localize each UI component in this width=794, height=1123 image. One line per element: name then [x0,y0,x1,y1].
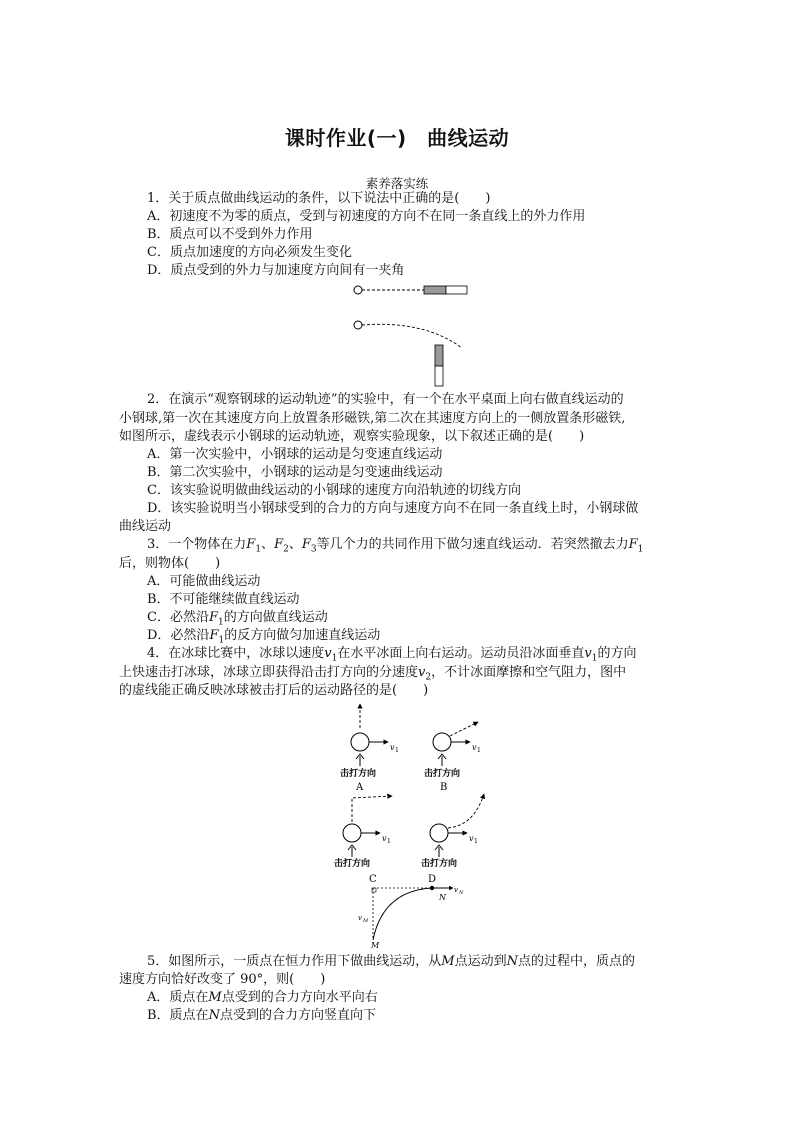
q1-option-d: D．质点受到的外力与加速度方向间有一夹角 [147,263,405,278]
q4-text-a: 4．在冰球比赛中，冰球以速度 [147,646,325,661]
q5-option-a [147,989,378,1007]
q3-stem2-text: 后，则物体( [119,556,190,571]
label-c: C [369,874,377,885]
option-b-diagram [424,722,481,793]
q3-sep1: 、 [261,537,275,552]
q1-stem-text: 1．关于质点做曲线运动的条件，以下说法中正确的是( [147,191,460,206]
q4-text-b: 在水平冰面上向右运动。运动员沿冰面垂直 [337,646,585,661]
q3-option-d-text-a: D．必然沿 [147,628,210,643]
q3-sep2: 、 [288,537,302,552]
a-v-label: v [390,743,395,752]
q2-stem-text: 如图所示，虚线表示小钢球的运动轨迹，观察实验现象，以下叙述正确的是( [119,429,554,444]
q3-f3-sub: 3 [310,544,317,555]
q3-f3: F [301,537,311,552]
vm-sub: M [363,918,369,924]
q3-stem-line1 [147,536,643,559]
q4-v1-sub: 1 [331,653,338,664]
q3-option-d-sub: 1 [218,635,225,646]
a-v-sub: 1 [395,747,399,754]
q5-option-a-text-b: 点受到的合力方向水平向右 [221,990,378,1005]
q4-v2: v [418,665,426,680]
q3-f1: F [246,537,256,552]
steel-ball-2 [354,321,362,329]
magnet-vertical-top [435,345,443,366]
q5-text-b: 点运动到 [454,954,507,969]
q2-stem-line3 [119,428,584,446]
q4-text-d: 上快速击打冰球，冰球立即获得沿击打方向的分速度 [119,665,419,680]
q5-option-b [147,1007,376,1025]
b-v-label: v [472,743,477,752]
q3-option-c-sub: 1 [217,617,224,628]
a-label: A [356,782,364,793]
q3-option-d-text-b: 的反方向做匀加速直线运动 [224,628,381,643]
q1-stem-close: ) [485,191,491,206]
q5-option-b-n: N [208,1008,220,1023]
q2-stem-close: ) [579,429,585,444]
q5-stem-line2 [119,971,325,989]
q5-text-d: 速度方向恰好改变了 90°，则( [119,972,295,987]
q5-text-c: 点的过程中，质点的 [517,954,635,969]
q3-option-d-f: F [209,628,219,643]
q3-text-a: 3．一个物体在力 [147,537,247,552]
q2-option-c: C．该实验说明做曲线运动的小钢球的速度方向沿轨迹的切线方向 [147,483,521,498]
b-hit-label: 击打方向 [424,769,461,779]
vn-sub: N [459,890,464,896]
q3-option-c-text-a: C．必然沿 [147,610,209,625]
q5-option-b-text-b: 点受到的合力方向竖直向下 [219,1008,376,1023]
d-v-sub: 1 [474,838,478,845]
vm-label: v [358,914,362,922]
a-hit-label: 击打方向 [340,769,377,779]
q3-stem-close: ) [215,556,221,571]
q4-figure [330,700,500,872]
option-a-diagram [340,704,399,793]
q3-f1-sub: 1 [255,544,262,555]
label-d: D [428,874,437,885]
option-c-diagram [334,796,392,869]
b-label: B [440,782,448,793]
q2-option-d-continued: 曲线运动 [119,519,172,534]
magnet-horizontal-right [446,286,467,294]
q4-text-e: ，不计冰面摩擦和空气阻力，图中 [431,665,627,680]
q1-option-a: A．初速度不为零的质点，受到与初速度的方向不在同一条直线上的外力作用 [147,209,586,224]
page-title: 课时作业(一) 曲线运动 [284,126,510,150]
q5-option-a-text-a: A．质点在 [147,990,209,1005]
trajectory-curved [362,324,462,348]
q3-f4: F [628,537,638,552]
q2-option-b: B．第二次实验中，小钢球的运动是匀变速曲线运动 [147,465,443,480]
q4-stem-close: ) [423,683,429,698]
q5-option-b-text-a: B．质点在 [147,1008,209,1023]
q3-f2-sub: 2 [283,544,289,555]
b-v-sub: 1 [477,747,481,754]
q3-text-b: 等几个力的共同作用下做匀速直线运动．若突然撤去力 [316,537,629,552]
q2-option-d: D．该实验说明当小钢球受到的合力的方向与速度方向不在同一条直线上时，小钢球做 [147,501,639,516]
q3-f2: F [274,537,284,552]
c-hit-label: 击打方向 [334,859,371,869]
c-v-label: v [382,834,387,843]
q4-stem-line3 [119,682,428,700]
q1-option-c: C．质点加速度的方向必须发生变化 [147,245,352,260]
q5-stem-line1 [147,953,635,971]
q2-stem-line1: 2．在演示“观察钢球的运动轨迹”的实验中，有一个在水平桌面上向右做直线运动的 [147,392,624,407]
q4-v1b-sub: 1 [591,653,598,664]
d-v-label: v [469,834,474,843]
steel-ball-1 [354,286,362,294]
n-point-label: N [439,893,446,902]
q2-figure [340,280,480,390]
q3-f4-sub: 1 [637,544,644,555]
q5-m: M [441,954,455,969]
section-heading: 素养落实练 [365,176,429,191]
q3-option-c-text-b: 的方向做直线运动 [223,610,328,625]
q4-text-f: 的虚线能正确反映冰球被击打后的运动路径的是( [119,683,398,698]
q4-text-c: 的方向 [597,646,637,661]
q5-figure [355,872,475,950]
q3-option-b: B．不可能继续做直线运动 [147,592,300,607]
magnet-horizontal-left [424,286,446,294]
vn-label: v [454,886,458,894]
q3-option-a: A．可能做曲线运动 [147,574,261,589]
option-d-diagram [421,794,484,869]
q2-option-a: A．第一次实验中，小钢球的运动是匀变速直线运动 [147,447,443,462]
q5-stem-close: ) [320,972,326,987]
c-v-sub: 1 [387,838,391,845]
q3-option-c-f: F [208,610,218,625]
q4-v2-sub: 2 [425,672,432,683]
q3-stem-line2 [119,555,220,573]
q5-n: N [506,954,518,969]
q1-option-b: B．质点可以不受到外力作用 [147,227,313,242]
q4-v1: v [324,646,332,661]
q5-option-a-m: M [208,990,222,1005]
d-hit-label: 击打方向 [421,859,458,869]
magnet-vertical-bottom [435,366,443,386]
q2-stem-line2: 小钢球,第一次在其速度方向上放置条形磁铁,第二次在其速度方向上的一侧放置条形磁铁, [119,411,626,426]
m-point-label: M [371,941,380,950]
q1-stem [147,190,490,208]
q5-text-a: 5．如图所示，一质点在恒力作用下做曲线运动，从 [147,954,442,969]
q4-v1b: v [584,646,592,661]
